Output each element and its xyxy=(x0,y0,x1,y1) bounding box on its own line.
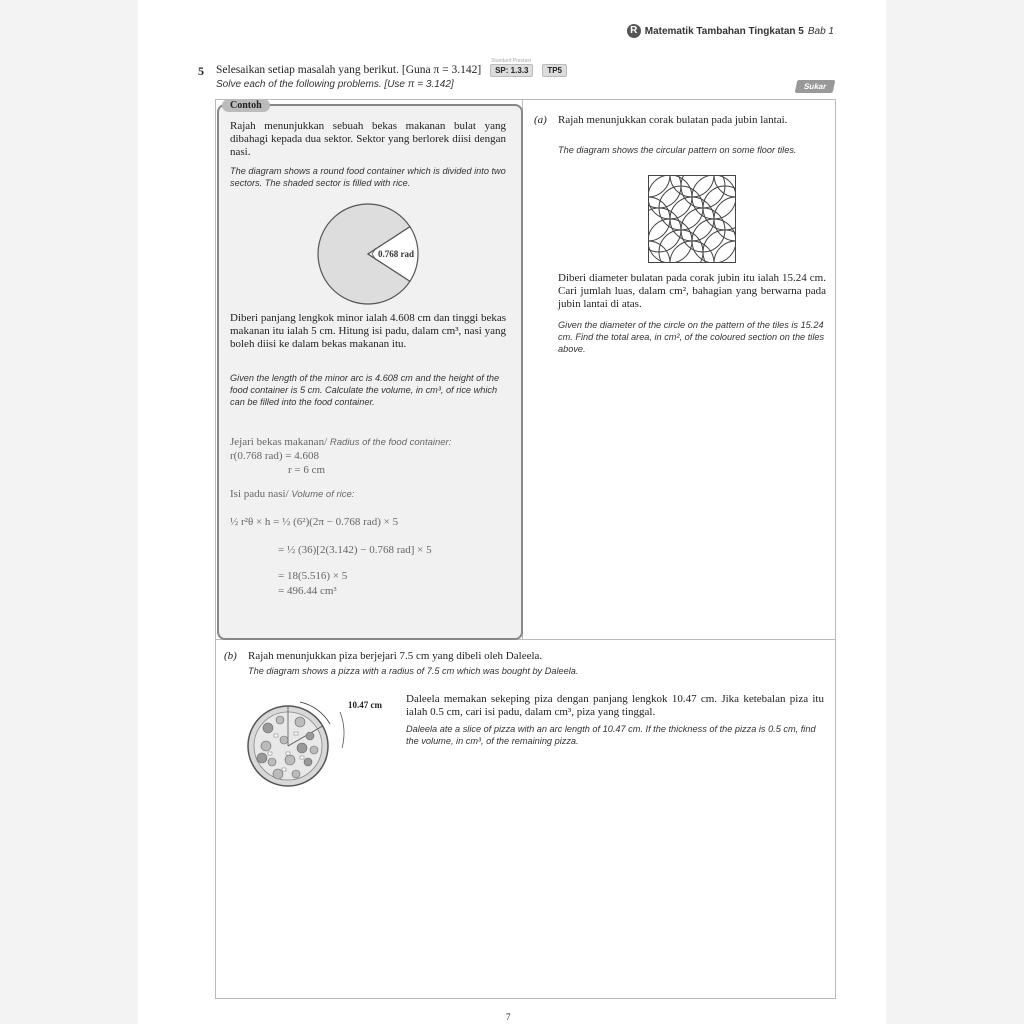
arc-length-label: 10.47 cm xyxy=(348,700,382,710)
volume-step-1: ½ r²θ × h = ½ (6²)(2π − 0.768 rad) × 5 xyxy=(230,516,399,528)
sp-badge: SP: 1.3.3 Standard Prestasi xyxy=(490,64,533,77)
topping-piece xyxy=(294,732,298,735)
topping-pepperoni xyxy=(285,755,295,765)
part-b-problem-en: Daleela ate a slice of pizza with an arc length of 10.47 cm. If the thickness of the pizza is 0.5 cm, find the volume, in cm³, of the remaining pizza. xyxy=(406,724,816,746)
food-container-diagram xyxy=(314,200,454,312)
part-a-intro-ms: Rajah menunjukkan corak bulatan pada jubin lantai. xyxy=(558,114,788,126)
volume-heading xyxy=(230,488,354,501)
topping-piece xyxy=(282,768,286,771)
topping-pepperoni xyxy=(280,736,288,744)
topping-pepperoni xyxy=(261,741,271,751)
example-problem-ms: Diberi panjang lengkok minor ialah 4.608 cm dan tinggi bekas makanan itu ialah 5 cm. Hitung isi padu, dalam cm³, nasi yang boleh diisi ke dalam bekas makanan itu. xyxy=(230,312,506,350)
book-title: Matematik Tambahan Tingkatan 5 xyxy=(644,25,804,37)
page-number: 7 xyxy=(506,1012,511,1022)
volume-step-3: = 18(5.516) × 5 xyxy=(278,570,348,582)
radius-heading xyxy=(230,436,451,449)
topping-pepperoni xyxy=(295,717,305,727)
topping-piece xyxy=(274,734,278,737)
topping-pepperoni xyxy=(297,743,307,753)
volume-step-2: = ½ (36)[2(3.142) − 0.768 rad] × 5 xyxy=(278,544,432,556)
part-b-intro-ms: Rajah menunjukkan piza berjejari 7.5 cm yang dibeli oleh Daleela. xyxy=(248,650,543,662)
example-problem-en: Given the length of the minor arc is 4.608 cm and the height of the food container is 5 cm. Calculate the volume, in cm³, of rice which can be filled into the food container. xyxy=(230,373,500,407)
page xyxy=(138,0,886,1024)
radius-line-1: r(0.768 rad) = 4.608 xyxy=(230,450,319,462)
topping-piece xyxy=(286,752,290,755)
radius-line-2: r = 6 cm xyxy=(288,464,326,476)
topping-piece xyxy=(268,752,272,755)
topping-pepperoni xyxy=(292,770,300,778)
chapter-label: Bab 1 xyxy=(807,25,834,37)
question-text-ms xyxy=(216,64,567,77)
topping-pepperoni xyxy=(276,716,284,724)
part-b-intro-en: The diagram shows a pizza with a radius of 7.5 cm which was bought by Daleela. xyxy=(248,666,579,676)
tp-badge: TP5 xyxy=(542,64,567,77)
volume-step-4: = 496.44 cm³ xyxy=(278,585,337,597)
question-number: 5 xyxy=(198,64,204,78)
radius-heading-ms: Jejari bekas makanan/ xyxy=(230,436,328,448)
part-a-label: (a) xyxy=(534,114,547,126)
topping-piece xyxy=(300,756,304,759)
arc-arrow xyxy=(340,712,344,748)
topping-pepperoni xyxy=(257,753,267,763)
topping-pepperoni xyxy=(263,723,273,733)
difficulty-badge: Sukar xyxy=(794,80,835,93)
radius-heading-en: Radius of the food container: xyxy=(329,437,452,448)
question-instruction-ms: Selesaikan setiap masalah yang berikut. [Guna π = 3.142] xyxy=(216,64,482,76)
topping-pepperoni xyxy=(268,758,276,766)
topping-pepperoni xyxy=(273,769,283,779)
pizza-diagram xyxy=(238,690,398,800)
example-intro-ms: Rajah menunjukkan sebuah bekas makanan bulat yang dibahagi kepada dua sektor. Sektor yang berlorek diisi dengan nasi. xyxy=(230,120,506,158)
part-a-problem-en: Given the diameter of the circle on the pattern of the tiles is 15.24 cm. Find the total area, in cm², of the coloured section on the tiles above. xyxy=(558,320,825,354)
example-intro-en: The diagram shows a round food container which is divided into two sectors. The shaded sector is filled with rice. xyxy=(230,166,506,188)
volume-heading-ms: Isi padu nasi/ xyxy=(230,488,289,500)
topping-pepperoni xyxy=(306,732,314,740)
example-label: Contoh xyxy=(222,99,270,112)
running-header xyxy=(627,24,834,38)
tile-pattern-diagram xyxy=(648,175,736,263)
volume-heading-en: Volume of rice: xyxy=(291,489,355,500)
question-text-en: Solve each of the following problems. [Use π = 3.142] xyxy=(216,79,454,90)
angle-label: 0.768 rad xyxy=(378,249,414,259)
publisher-logo: R xyxy=(627,24,641,38)
part-a-intro-en: The diagram shows the circular pattern on some floor tiles. xyxy=(558,145,797,155)
topping-pepperoni xyxy=(310,746,318,754)
part-a-problem-ms: Diberi diameter bulatan pada corak jubin itu ialah 15.24 cm. Cari jumlah luas, dalam cm², bahagian yang berwarna pada jubin lantai di atas. xyxy=(558,272,826,310)
part-b-problem-ms: Daleela memakan sekeping piza dengan panjang lengkok 10.47 cm. Jika ketebalan piza itu ialah 0.5 cm, cari isi padu, dalam cm³, piza yang tinggal. xyxy=(406,693,824,718)
part-b-label: (b) xyxy=(224,650,237,662)
topping-pepperoni xyxy=(304,758,312,766)
